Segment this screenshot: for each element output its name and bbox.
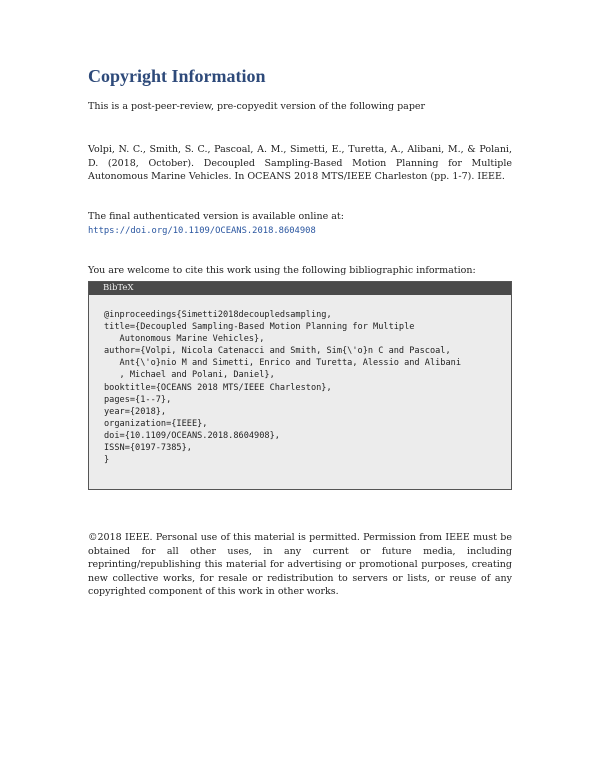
bibtex-line: title={Decoupled Sampling-Based Motion Planning for Multiple	[104, 322, 415, 333]
bibtex-line: @inproceedings{Simetti2018decoupledsampling,	[104, 310, 332, 320]
bibtex-line: author={Volpi, Nicola Catenacci and Smith, Sim{\'o}n C and Pascoal,	[104, 346, 451, 357]
doi-link[interactable]: https://doi.org/10.1109/OCEANS.2018.8604908	[88, 225, 316, 236]
bibtex-box	[88, 281, 512, 490]
bibtex-line: booktitle={OCEANS 2018 MTS/IEEE Charleston},	[104, 382, 332, 393]
copyright-notice: ©2018 IEEE. Personal use of this material is permitted. Permission from IEEE must be obtained for all other uses, in any current or future media, including reprinting/republishing this material for advertising or promotional purposes, creating new collective works, for resale or redistribution to servers or lists, or reuse of any copyrighted component of this work in other works.	[88, 532, 512, 597]
bibtex-line: Ant{\'o}nio M and Simetti, Enrico and Turetta, Alessio and Alibani	[104, 358, 461, 369]
bibtex-line: year={2018},	[104, 406, 167, 417]
paper-citation: Volpi, N. C., Smith, S. C., Pascoal, A. M., Simetti, E., Turetta, A., Alibani, M., & Polani, D. (2018, October). Decoupled Sampling-Based Motion Planning for Multiple Autonomous Marine Vehicles. In OCEANS 2018 MTS/IEEE Charleston (pp. 1-7). IEEE.	[88, 144, 512, 182]
intro-text: This is a post-peer-review, pre-copyedit version of the following paper	[88, 101, 426, 112]
bibtex-line: , Michael and Polani, Daniel},	[104, 370, 275, 381]
final-version-text: The final authenticated version is available online at:	[88, 211, 344, 222]
cite-instruction: You are welcome to cite this work using the following bibliographic information:	[88, 265, 476, 276]
final-version-note	[88, 210, 344, 238]
bibtex-line: pages={1--7},	[104, 394, 172, 405]
page-title: Copyright Information	[88, 66, 266, 86]
bibtex-line: organization={IEEE},	[104, 418, 208, 429]
bibtex-line: }	[104, 455, 110, 466]
bibtex-line: Autonomous Marine Vehicles},	[104, 334, 265, 345]
bibtex-header: BibTeX	[89, 282, 511, 295]
bibtex-code[interactable]	[89, 295, 511, 466]
bibtex-line: doi={10.1109/OCEANS.2018.8604908},	[104, 430, 280, 441]
bibtex-line: ISSN={0197-7385},	[104, 443, 192, 454]
